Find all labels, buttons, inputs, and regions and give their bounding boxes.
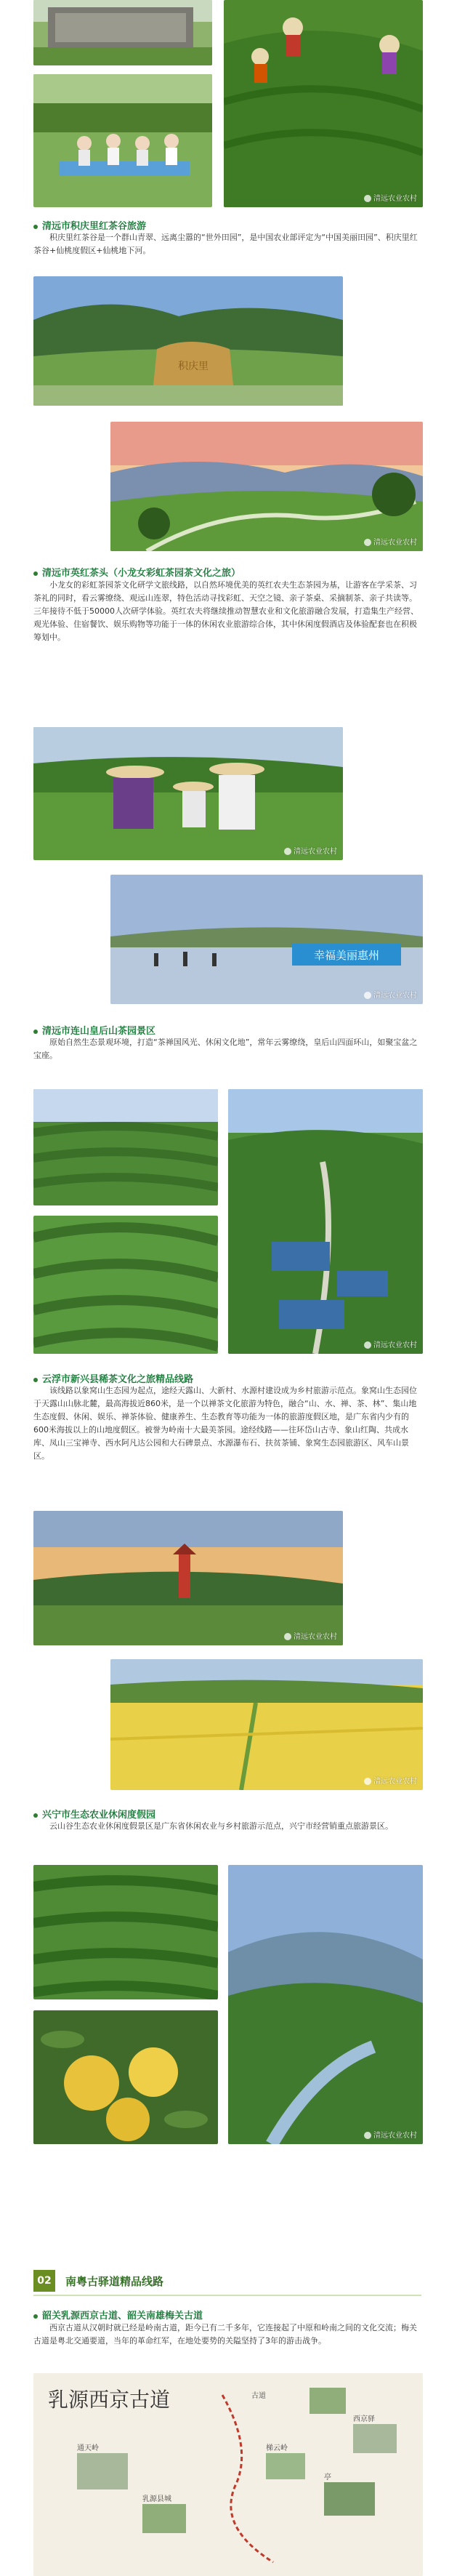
section-heading: 清远市英红茶头（小龙女彩虹茶园茶文化之旅） <box>33 565 240 579</box>
section-text: 原始自然生态景观环境，打造“茶禅国风光、休闲文化地”，常年云雾缭绕，皇后山四面环山，如聚宝盆之宝座。 <box>33 1038 418 1060</box>
photo-hills-stone <box>33 276 343 406</box>
map-illustration <box>33 2373 423 2576</box>
watermark: 清远农业农村 <box>364 192 417 203</box>
section-heading: 清远市积庆里红茶谷旅游 <box>33 218 146 232</box>
photo-mirror-sky <box>110 875 423 1004</box>
map-label: 乳源县城 <box>142 2495 171 2503</box>
watermark: 清远农业农村 <box>364 1775 417 1786</box>
section-text: 积庆里红茶谷是一个群山青翠、远离尘嚣的“世外田园”，是中国农业部评定为“中国美丽田园”、积庆里红茶谷+仙桃度假区+仙桃地下河。 <box>33 233 418 255</box>
watermark: 清远农业农村 <box>284 1630 337 1641</box>
photo-rapeseed-field <box>110 1659 423 1790</box>
photo-tea-pickers-field <box>224 0 423 207</box>
watermark: 清远农业农村 <box>284 845 337 856</box>
bullet-icon <box>33 225 38 229</box>
photo-tea-terraces <box>33 1089 218 1205</box>
section-number: 02 <box>33 2270 55 2292</box>
section-banner <box>33 2270 421 2292</box>
section-text: 云山谷生态农业休闲度假景区是广东省休闲农业与乡村旅游示范点，兴宁市经营销重点旅游景区。 <box>49 1821 393 1831</box>
photo-tea-tasting <box>33 74 212 207</box>
bullet-icon <box>33 2314 38 2319</box>
section-text: 小龙女的彩虹茶园茶文化研学文旅线路，以自然环境优美的英红农夫生态茶园为基，让游客在学采茶、习茶礼的同时，看云雾缭绕、观远山连翠，特色活动寻找彩虹、天空之镜、亲子茶桌、采摘制茶、亲子共读等。三年接待不低于50000人次研学体验。英红农夫将继续推动智慧农业和文化旅游融合发展，打造集生产经营、观光体验、住宿餐饮、娱乐购物等功能于一体的休闲农业旅游综合体，其中休闲度假酒店及体验配套也在积极筹划中。 <box>33 580 418 642</box>
map-label: 西京驿 <box>353 2415 375 2423</box>
map-label: 通天岭 <box>77 2444 99 2452</box>
map-label: 亭 <box>324 2473 331 2481</box>
photo-mountain-lake <box>228 1865 423 2144</box>
stone-text: 积庆里 <box>178 361 209 372</box>
bullet-icon <box>33 1378 38 1382</box>
photo-hat-pickers <box>33 727 343 860</box>
section-heading: 清远市连山皇后山茶园景区 <box>33 1023 155 1037</box>
photo-tea-valley-sunrise <box>110 422 423 551</box>
photo-pomelos <box>33 2010 218 2144</box>
bullet-icon <box>33 571 38 576</box>
section-heading: 韶关乳源西京古道、韶关南雄梅关古道 <box>33 2308 203 2322</box>
section-text: 西京古道从汉朝时就已经是岭南古道，距今已有二千多年，它连接起了中原和岭南之间的文化交流；梅关古道是粤北交通要道，当年的革命红军，在地处要势的关隘坚持了3年的游击战争。 <box>33 2323 417 2346</box>
photo-pagoda-sunset <box>33 1511 343 1645</box>
map-label: 梯云岭 <box>266 2444 288 2452</box>
photo-village-aerial <box>228 1089 423 1354</box>
bullet-icon <box>33 1030 38 1034</box>
map-title: 乳源西京古道 <box>48 2388 171 2412</box>
watermark: 清远农业农村 <box>364 1339 417 1349</box>
section-divider <box>33 2295 421 2296</box>
section-heading: 云浮市新兴县稀茶文化之旅精品线路 <box>33 1371 193 1385</box>
map-label: 古道 <box>251 2392 266 2400</box>
section-title: 南粤古驿道精品线路 <box>65 2275 164 2288</box>
watermark: 清远农业农村 <box>364 2129 417 2140</box>
section-text: 该线路以象窝山生态园为起点，途经天露山、大新村、水源村建设成为乡村旅游示范点。象窝山生态园位于天露山山脉北麓，最高海拔近860米，是一个以禅茶文化旅游为特色，融合“山、水、禅、茶、林”、集山地生态度假、休闲、娱乐、禅茶体验、健康养生、生态教育等功能为一体的旅游度假区地，是广东省内少有的600米海拔以上的山地度假区。被誉为岭南十大最美茶园。途经线路——往环岱山古寺、象山红陶、共成水库、凤山三宝禅寺、西水阿凡达公园和大石碑景点、水源瀑布石、扶贫茶铺、象窝生态园旅游区、风车山景区。 <box>33 1386 417 1461</box>
bullet-icon <box>33 1813 38 1818</box>
photo-tea-slope <box>33 1216 218 1354</box>
sign-text: 幸福美丽惠州 <box>313 949 380 962</box>
watermark: 清远农业农村 <box>364 989 417 1000</box>
section-heading: 兴宁市生态农业休闲度假园 <box>33 1807 155 1821</box>
photo-green-tea-rows <box>33 1865 218 1999</box>
photo-tea-monument <box>33 0 212 65</box>
watermark: 清远农业农村 <box>364 536 417 547</box>
